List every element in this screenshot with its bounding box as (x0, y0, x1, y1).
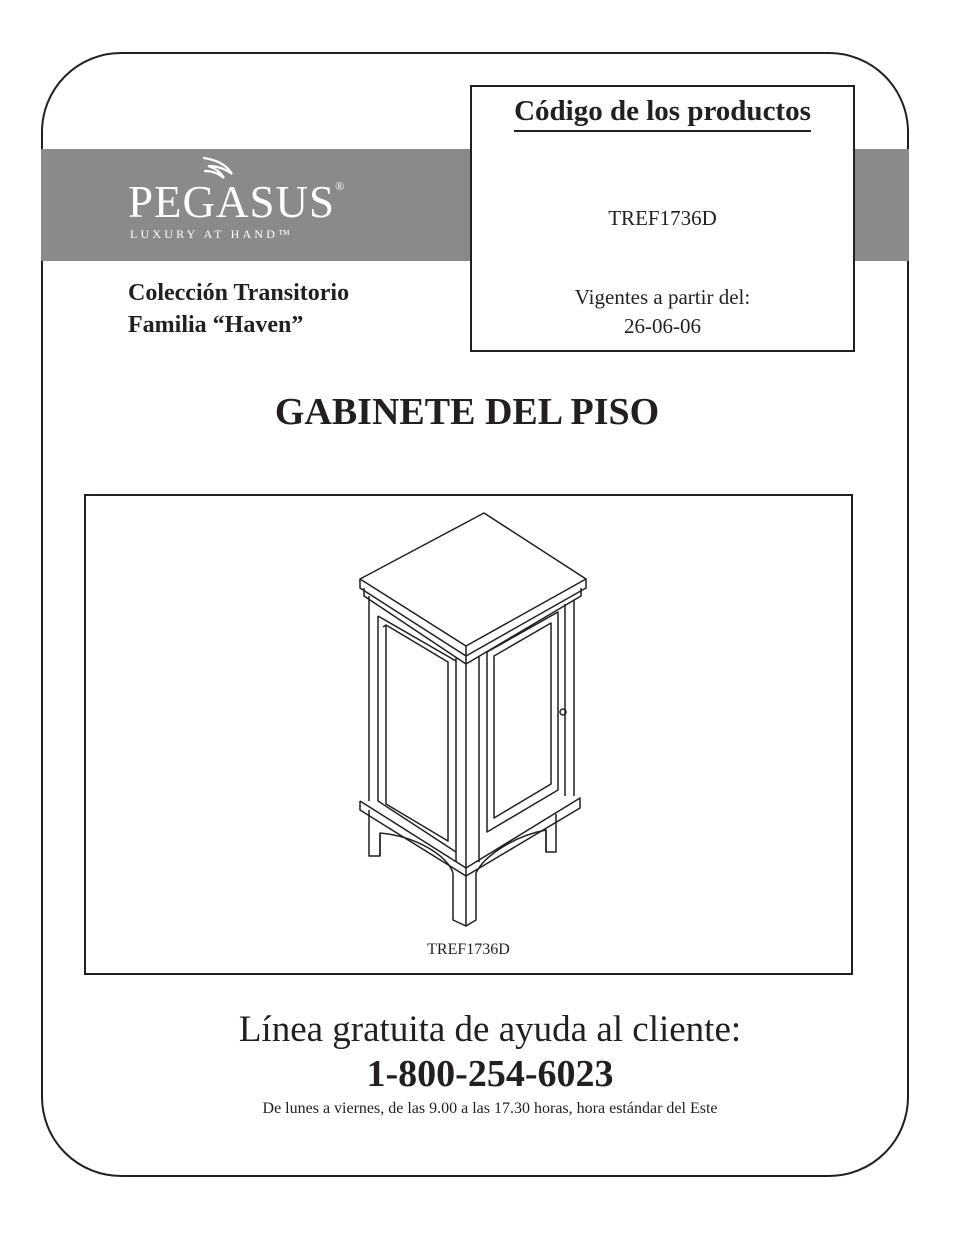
helpline-phone: 1-800-254-6023 (366, 1053, 614, 1095)
page-title: GABINETE DEL PISO (274, 391, 660, 433)
effective-date-label: Vigentes a partir del: (574, 285, 751, 309)
brand-tagline: LUXURY AT HAND™ (130, 227, 294, 241)
pegasus-logo (128, 160, 428, 250)
brand-name: PEGASUS® (128, 177, 346, 227)
cabinet-illustration (86, 496, 851, 973)
collection-info (128, 277, 349, 341)
helpline-label: Línea gratuita de ayuda al cliente: (238, 1009, 742, 1050)
collection-name: Colección Transitorio (128, 280, 350, 306)
family-name: Familia “Haven” (128, 312, 304, 338)
product-code-box (470, 85, 855, 352)
effective-date: 26-06-06 (624, 314, 701, 338)
product-code: TREF1736D (608, 206, 717, 230)
figure-caption: TREF1736D (427, 941, 510, 958)
product-figure (84, 494, 853, 975)
helpline-hours: De lunes a viernes, de las 9.00 a las 17.30 horas, hora estándar del Este (262, 1100, 718, 1117)
product-code-heading: Código de los productos (472, 97, 853, 126)
